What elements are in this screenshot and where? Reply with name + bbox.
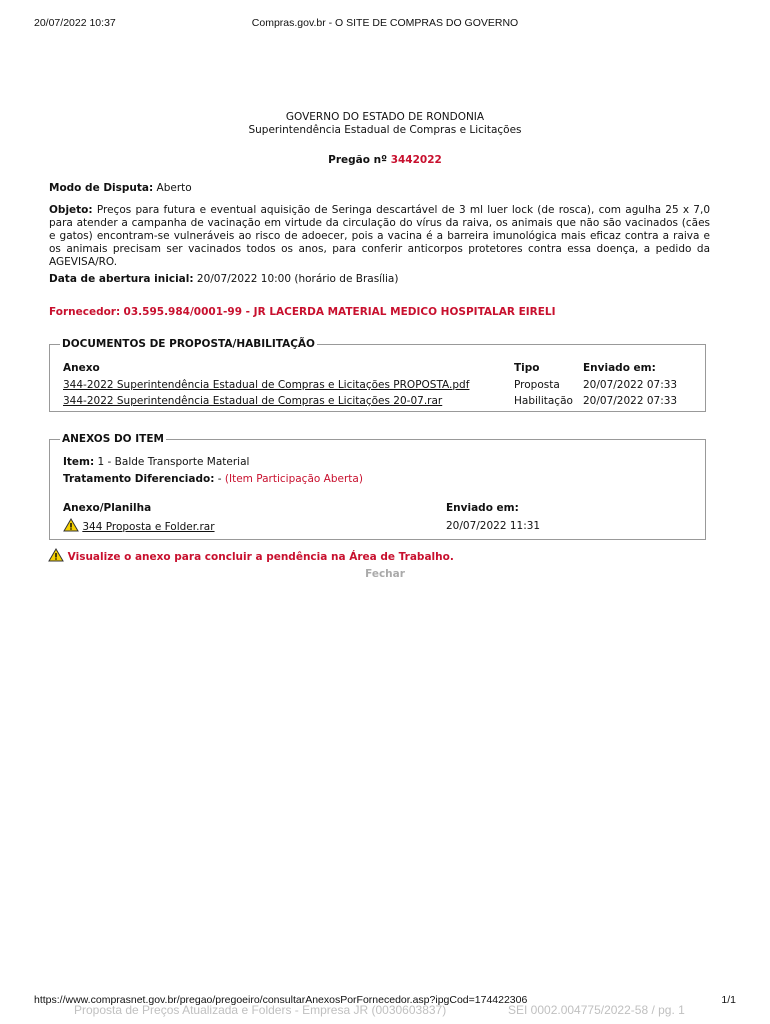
item-label: Item: [63,456,95,468]
tratamento-label: Tratamento Diferenciado: [63,473,215,485]
anexos-header-anexo: Anexo/Planilha [63,502,152,514]
anexo-row [63,518,215,534]
sei-document-name: Proposta de Preços Atualizada e Folders - Empresa JR (0030603837) [74,1003,447,1017]
print-page-title: Compras.gov.br - O SITE DE COMPRAS DO GOVERNO [251,17,519,29]
fornecedor [49,306,710,319]
abertura-value: 20/07/2022 10:00 (horário de Brasília) [196,273,399,285]
objeto [49,204,710,269]
print-datetime: 20/07/2022 10:37 [34,17,116,29]
print-header [34,17,736,31]
modo-disputa [49,182,710,195]
fechar-button[interactable] [0,568,770,580]
doc-tipo: Habilitação [514,395,573,407]
doc-enviado: 20/07/2022 07:33 [583,379,678,391]
docs-header-enviado: Enviado em: [583,362,656,374]
org-header [0,111,770,137]
anexos-item-fieldset [49,433,706,540]
data-abertura [49,273,710,286]
modo-value: Aberto [156,182,192,194]
fechar-label: Fechar [365,568,405,580]
docs-header-anexo: Anexo [63,362,100,374]
item-value: 1 - Balde Transporte Material [97,456,250,468]
print-footer [34,994,736,1008]
modo-label: Modo de Disputa: [49,182,154,194]
doc-link-habilitacao[interactable]: 344-2022 Superintendência Estadual de Compras e Licitações 20-07.rar [63,395,443,407]
org-title: GOVERNO DO ESTADO DE RONDONIA [285,111,485,123]
print-url: https://www.comprasnet.gov.br/pregao/pregoeiro/consultarAnexosPorFornecedor.asp?ipgCod=174422306 [34,994,528,1006]
pregao-heading [0,154,770,166]
objeto-value: Preços para futura e eventual aquisição de Seringa descartável de 3 ml luer lock (de rosca), com agulha 25 x 7,0 para atender a campanha de vacinação em virtude da circulação do vírus da raiva, os animais que não são vacinados (cães e gatos) encontram-se vulneráveis ao risco de adoecer, pois a vacina é a barreira imunológica mais eficaz contra a raiva e os animais precisam ser vacinados todos os anos, para conferir anticorpos protetores contra essa doença, a pedido da AGEVISA/RO. [49,204,711,268]
tratamento-value: (Item Participação Aberta) [224,473,363,485]
org-subtitle: Superintendência Estadual de Compras e Licitações [248,124,522,136]
pendencia-warning [48,548,454,563]
warning-icon [48,548,64,562]
doc-enviado: 20/07/2022 07:33 [583,395,678,407]
doc-tipo: Proposta [514,379,560,391]
pregao-label: Pregão nº [328,154,388,166]
docs-fieldset [49,338,706,412]
docs-header-tipo: Tipo [514,362,540,374]
tratamento-line [63,473,363,486]
anexo-enviado: 20/07/2022 11:31 [446,520,541,532]
objeto-label: Objeto: [49,204,93,216]
print-page-number: 1/1 [721,994,736,1006]
anexo-link-folder[interactable]: 344 Proposta e Folder.rar [82,521,215,533]
sei-page-ref: SEI 0002.004775/2022-58 / pg. 1 [508,1003,685,1017]
docs-legend: DOCUMENTOS DE PROPOSTA/HABILITAÇÃO [62,338,315,350]
warning-icon [63,518,79,532]
fornecedor-label: Fornecedor: [49,306,121,318]
pregao-number: 3442022 [390,154,442,166]
anexos-header-enviado: Enviado em: [446,502,519,514]
abertura-label: Data de abertura inicial: [49,273,194,285]
pendencia-text: Visualize o anexo para concluir a pendência na Área de Trabalho. [67,551,454,563]
tratamento-dash: - [217,473,222,485]
fornecedor-value: 03.595.984/0001-99 - JR LACERDA MATERIAL MEDICO HOSPITALAR EIRELI [123,306,556,318]
item-line [63,456,249,469]
anexos-legend: ANEXOS DO ITEM [62,433,164,445]
doc-link-proposta[interactable]: 344-2022 Superintendência Estadual de Compras e Licitações PROPOSTA.pdf [63,379,470,391]
